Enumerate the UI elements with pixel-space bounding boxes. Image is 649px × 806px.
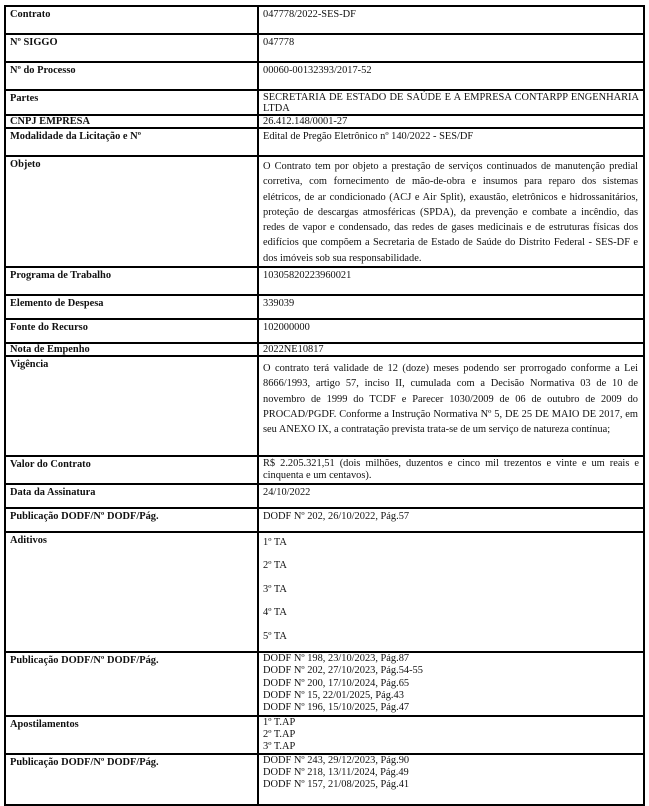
list-item-apostilamento: 1º T.AP — [263, 716, 296, 728]
value-programa: 10305820223960021 — [258, 267, 644, 295]
value-vigencia: O contrato terá validade de 12 (doze) meses podendo ser prorrogado conforme a Lei 8666/1993, artigo 57, inciso II, cumulada com a Decisão Normativa 03 de 10 de novembro de 1999 do TCDF e Parecer 1030/2009 de 06 de outubro de 2009 do PROCAD/PGDF. Conforme a Instrução Normativa Nº 5, DE 25 DE MAIO DE 2017, em seu ANEXO IX, a contratação prevista trata-se de um serviço de natureza contínua; — [258, 356, 644, 456]
row-apostilamentos — [5, 716, 644, 754]
label-valor: Valor do Contrato — [5, 456, 258, 484]
label-publicacao-contrato: Publicação DODF/Nº DODF/Pág. — [5, 508, 258, 532]
value-fonte: 102000000 — [258, 319, 644, 343]
row-objeto — [5, 156, 644, 267]
value-siggo: 047778 — [258, 34, 644, 62]
label-apostilamentos: Apostilamentos — [5, 716, 258, 754]
value-partes: SECRETARIA DE ESTADO DE SAÚDE E A EMPRESA CONTARPP ENGENHARIA LTDA — [258, 90, 644, 115]
value-modalidade: Edital de Pregão Eletrônico nº 140/2022 - SES/DF — [258, 128, 644, 156]
label-partes: Partes — [5, 90, 258, 115]
label-aditivos: Aditivos — [5, 532, 258, 652]
value-publicacao-contrato: DODF Nº 202, 26/10/2022, Pág.57 — [258, 508, 644, 532]
list-item-aditivo: 2º TA — [263, 560, 287, 572]
list-item-publicacao: DODF Nº 200, 17/10/2024, Pág.65 — [263, 677, 410, 689]
row-cnpj — [5, 115, 644, 128]
value-contrato: 047778/2022-SES-DF — [258, 6, 644, 34]
list-item-publicacao: DODF Nº 196, 15/10/2025, Pág.47 — [263, 702, 410, 714]
label-siggo: Nº SIGGO — [5, 34, 258, 62]
row-contrato — [5, 6, 644, 34]
value-processo: 00060-00132393/2017-52 — [258, 62, 644, 90]
label-empenho: Nota de Empenho — [5, 343, 258, 356]
value-objeto: O Contrato tem por objeto a prestação de serviços continuados de manutenção predial corretiva, com fornecimento de mão-de-obra e insumos para reparo dos sistemas elétricos, de ar condicionado (ACJ e Air Split), exaustão, eletrônicos e hidrossanitários, proteção de descargas atmosféricas (SPDA), da prevenção e combate a incêndio, das redes de vapor e condensado, das redes de gases medicinais e de estruturas físicas dos edifícios que compõem a Secretaria de Estado de Saúde do Distrito Federal - SES-DF e dos imóveis sob sua responsabilidade. — [258, 156, 644, 267]
row-empenho — [5, 343, 644, 356]
list-item-aditivo: 5º TA — [263, 630, 287, 642]
label-vigencia: Vigência — [5, 356, 258, 456]
row-publicacao-aditivos — [5, 652, 644, 715]
label-processo: Nº do Processo — [5, 62, 258, 90]
label-elemento: Elemento de Despesa — [5, 295, 258, 319]
list-item-publicacao: DODF Nº 157, 21/08/2025, Pág.41 — [263, 779, 410, 791]
label-assinatura: Data da Assinatura — [5, 484, 258, 508]
label-contrato: Contrato — [5, 6, 258, 34]
list-publicacao-apostilamentos — [258, 754, 644, 805]
row-publicacao-apostilamentos — [5, 754, 644, 805]
label-objeto: Objeto — [5, 156, 258, 267]
row-modalidade — [5, 128, 644, 156]
label-modalidade: Modalidade da Licitação e Nº — [5, 128, 258, 156]
list-item-publicacao: DODF Nº 198, 23/10/2023, Pág.87 — [263, 653, 410, 665]
list-apostilamentos — [258, 716, 644, 754]
row-aditivos — [5, 532, 644, 652]
list-publicacao-aditivos — [258, 652, 644, 715]
label-publicacao-aditivos: Publicação DODF/Nº DODF/Pág. — [5, 652, 258, 715]
list-item-apostilamento: 2º T.AP — [263, 728, 296, 740]
label-fonte: Fonte do Recurso — [5, 319, 258, 343]
label-publicacao-apostilamentos: Publicação DODF/Nº DODF/Pág. — [5, 754, 258, 805]
row-fonte — [5, 319, 644, 343]
row-publicacao-contrato — [5, 508, 644, 532]
row-elemento — [5, 295, 644, 319]
label-cnpj: CNPJ EMPRESA — [5, 115, 258, 128]
list-item-aditivo: 3º TA — [263, 583, 287, 595]
row-processo — [5, 62, 644, 90]
value-empenho: 2022NE10817 — [258, 343, 644, 356]
list-item-aditivo: 1º TA — [263, 537, 287, 549]
value-assinatura: 24/10/2022 — [258, 484, 644, 508]
value-valor: R$ 2.205.321,51 (dois milhões, duzentos e cinco mil trezentos e vinte e um reais e cinquenta e um centavos). — [258, 456, 644, 484]
row-programa — [5, 267, 644, 295]
list-aditivos — [258, 532, 644, 652]
list-item-publicacao: DODF Nº 218, 13/11/2024, Pág.49 — [263, 766, 409, 778]
row-siggo — [5, 34, 644, 62]
row-vigencia — [5, 356, 644, 456]
contract-summary-table — [4, 5, 645, 806]
list-item-apostilamento: 3º T.AP — [263, 740, 296, 752]
list-item-aditivo: 4º TA — [263, 607, 287, 619]
value-cnpj: 26.412.148/0001-27 — [258, 115, 644, 128]
row-partes — [5, 90, 644, 115]
list-item-publicacao: DODF Nº 202, 27/10/2023, Pág.54-55 — [263, 665, 423, 677]
list-item-publicacao: DODF Nº 15, 22/01/2025, Pág.43 — [263, 689, 404, 701]
row-assinatura — [5, 484, 644, 508]
value-elemento: 339039 — [258, 295, 644, 319]
label-programa: Programa de Trabalho — [5, 267, 258, 295]
row-valor — [5, 456, 644, 484]
list-item-publicacao: DODF Nº 243, 29/12/2023, Pág.90 — [263, 754, 410, 766]
